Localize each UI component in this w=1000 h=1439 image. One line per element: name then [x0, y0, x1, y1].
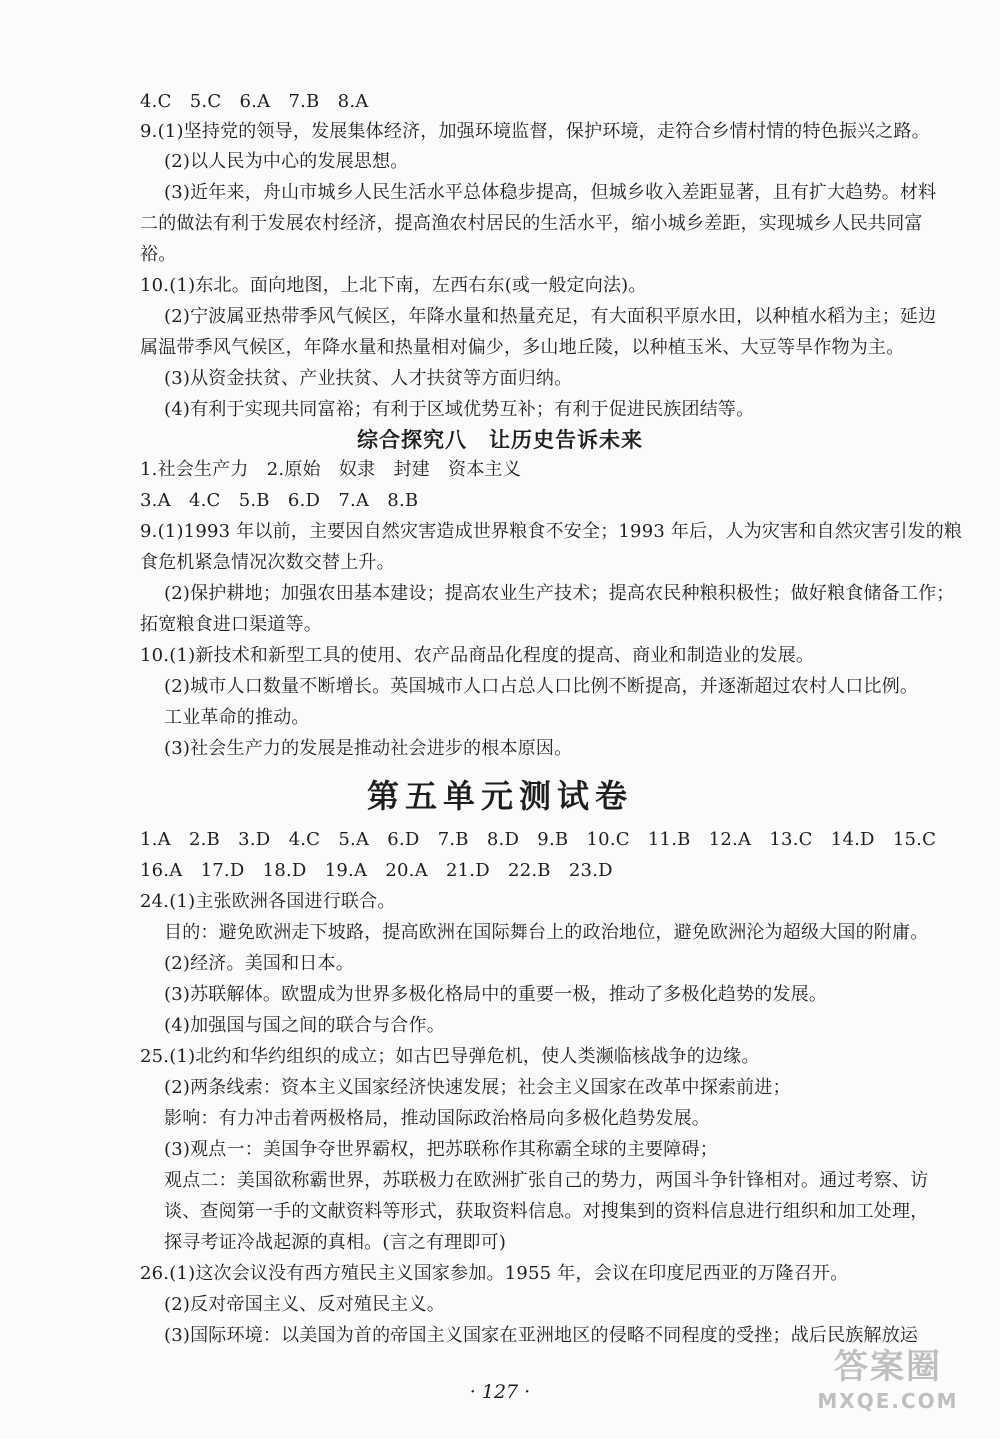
answer-line: 9.(1)坚持党的领导，发展集体经济，加强环境监督，保护环境，走符合乡情村情的特色振兴之路。 — [140, 121, 930, 142]
answer-line: (3)从资金扶贫、产业扶贫、人才扶贫等方面归纳。 — [164, 368, 573, 389]
answer-line: 9.(1)1993 年以前，主要因自然灾害造成世界粮食不安全；1993 年后，人为灾害和自然灾害引发的粮 — [140, 521, 963, 542]
answer-line: 4.C 5.C 6.A 7.B 8.A — [140, 91, 369, 112]
answer-line: (4)加强国与国之间的联合与合作。 — [164, 1015, 445, 1036]
answer-line: 目的：避免欧洲走下坡路，提高欧洲在国际舞台上的政治地位，避免欧洲沦为超级大国的附庸。 — [164, 922, 929, 943]
answer-line: 影响：有力冲击着两极格局，推动国际政治格局向多极化趋势发展。 — [164, 1108, 710, 1129]
answer-line: 26.(1)这次会议没有西方殖民主义国家参加。1955 年，会议在印度尼西亚的万隆召开。 — [140, 1263, 849, 1284]
answer-line: 工业革命的推动。 — [164, 707, 310, 728]
answer-line: 3.A 4.C 5.B 6.D 7.A 8.B — [140, 490, 419, 511]
section-heading: 综合探究八 让历史告诉未来 — [357, 428, 643, 452]
answer-line: 谈、查阅第一手的文献资料等形式，获取资料信息。对搜集到的资料信息进行组织和加工处理， — [164, 1201, 929, 1222]
answer-line: 属温带季风气候区，年降水量和热量相对偏少，多山地丘陵，以种植玉米、大豆等旱作物为主。 — [140, 337, 905, 358]
page-number: · 127 · — [469, 1381, 531, 1403]
answer-line: 二的做法有利于发展农村经济，提高渔农村居民的生活水平，缩小城乡差距，实现城乡人民共同富 — [140, 213, 923, 234]
answer-line: (2)两条线索：资本主义国家经济快速发展；社会主义国家在改革中探索前进； — [164, 1077, 791, 1098]
watermark-url: MXQE.COM — [817, 1389, 959, 1413]
answer-line: 探寻考证冷战起源的真相。(言之有理即可) — [164, 1232, 507, 1253]
answer-line: 1.社会生产力 2.原始 奴隶 封建 资本主义 — [140, 459, 521, 480]
answer-line: (4)有利于实现共同富裕；有利于区域优势互补；有利于促进民族团结等。 — [164, 399, 755, 420]
answer-line: 10.(1)新技术和新型工具的使用、农产品商品化程度的提高、商业和制造业的发展。 — [140, 645, 815, 666]
answer-line: 10.(1)东北。面向地图，上北下南，左西右东(或一般定向法)。 — [140, 275, 647, 296]
answer-line: (3)观点一：美国争夺世界霸权，把苏联称作其称霸全球的主要障碍； — [164, 1139, 718, 1160]
answer-line: 1.A 2.B 3.D 4.C 5.A 6.D 7.B 8.D 9.B 10.C 11.B 12.A 13.C 14.D 15.C — [140, 829, 937, 850]
unit-title: 第五单元测试卷 — [366, 777, 633, 815]
answer-line: (2)以人民为中心的发展思想。 — [164, 151, 409, 172]
answer-line: 25.(1)北约和华约组织的成立；如古巴导弹危机，使人类濒临核战争的边缘。 — [140, 1046, 760, 1067]
answer-line: 观点二：美国欲称霸世界，苏联极力在欧洲扩张自己的势力，两国斗争针锋相对。通过考察、访 — [164, 1170, 929, 1191]
watermark-logo — [798, 1345, 978, 1425]
answer-line: (3)近年来，舟山市城乡人民生活水平总体稳步提高，但城乡收入差距显著，且有扩大趋势。材料 — [164, 182, 937, 203]
answer-line: 24.(1)主张欧洲各国进行联合。 — [140, 891, 396, 912]
answer-line: 食危机紧急情况次数交替上升。 — [140, 552, 395, 573]
answer-line: (2)城市人口数量不断增长。英国城市人口占总人口比例不断提高，并逐渐超过农村人口比例。 — [164, 676, 919, 697]
answer-line: (3)国际环境：以美国为首的帝国主义国家在亚洲地区的侵略不同程度的受挫；战后民族解放运 — [164, 1325, 919, 1346]
answer-line: (2)反对帝国主义、反对殖民主义。 — [164, 1294, 445, 1315]
watermark-text: 答案圈 — [834, 1347, 942, 1387]
answer-line: (2)保护耕地；加强农田基本建设；提高农业生产技术；提高农民种粮积极性；做好粮食储备工作； — [164, 583, 955, 604]
answer-line: 拓宽粮食进口渠道等。 — [140, 614, 322, 635]
answer-line: (3)社会生产力的发展是推动社会进步的根本原因。 — [164, 738, 573, 759]
answer-line: (2)经济。美国和日本。 — [164, 953, 354, 974]
answer-line: 裕。 — [140, 244, 177, 265]
answer-line: (3)苏联解体。欧盟成为世界多极化格局中的重要一极，推动了多极化趋势的发展。 — [164, 984, 828, 1005]
answer-line: 16.A 17.D 18.D 19.A 20.A 21.D 22.B 23.D — [140, 860, 613, 881]
answer-line: (2)宁波属亚热带季风气候区，年降水量和热量充足，有大面积平原水田，以种植水稻为主；延边 — [164, 306, 937, 327]
